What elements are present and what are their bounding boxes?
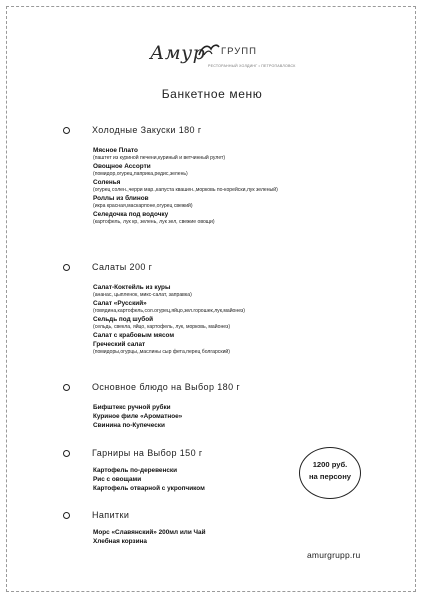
price-amount: 1200 руб. — [312, 460, 348, 469]
menu-item-desc: (говядина,картофель,сол.огурец,яйцо,зел.горошек,лук,майонез) — [93, 308, 245, 314]
menu-item-name: Рис с овощами — [93, 476, 142, 483]
menu-item-name: Бифштекс ручной рубки — [93, 404, 171, 411]
logo-group-text: ГРУПП — [221, 46, 257, 57]
menu-item-name: Греческий салат — [93, 341, 146, 348]
menu-item-name: Салат-Коктейль из куры — [93, 284, 171, 291]
section-title: Салаты 200 г — [92, 262, 153, 272]
section-bullet-icon — [63, 264, 70, 271]
section-items — [93, 466, 205, 493]
menu-item-name: Овощное Ассорти — [93, 163, 151, 170]
section-title: Холодные Закуски 180 г — [92, 125, 202, 135]
menu-item-name: Свинина по-Купечески — [93, 422, 165, 429]
section-items — [93, 528, 206, 546]
menu-item-desc: (огурец солен.,черри мар.,капуста квашен.,морковь по-корейски,лук зеленый) — [93, 187, 278, 193]
section-bullet-icon — [63, 512, 70, 519]
section-title: Основное блюдо на Выбор 180 г — [92, 382, 241, 392]
menu-item-desc: (сельдь, свекла, яйцо, картофель, лук, морковь, майонез) — [93, 324, 231, 330]
menu-item-name: Роллы из блинов — [93, 195, 149, 202]
logo-tagline: РЕСТОРАННЫЙ ХОЛДИНГ • ПЕТРОПАВЛОВСК — [208, 64, 296, 68]
menu-item-name: Картофель отварной с укропчиком — [93, 485, 205, 492]
menu-item-name: Морс «Славянский» 200мл или Чай — [93, 529, 206, 536]
logo-mark-icon — [198, 43, 220, 57]
menu-item-name: Картофель по-деревенски — [93, 467, 178, 474]
menu-item-desc: (икра красная,маскарпоне,огурец свежий) — [93, 203, 193, 209]
menu-item-desc: (помидоры,огурцы,,маслины сыр фета,перец болгарский) — [93, 349, 230, 355]
section-title: Гарниры на Выбор 150 г — [92, 448, 203, 458]
menu-item-desc: (паштет из куриной печени,куриный и ветчинный рулет) — [93, 155, 226, 161]
menu-item-name: Селедочка под водочку — [93, 211, 169, 218]
section-items — [93, 403, 182, 430]
price-per-person: на персону — [308, 472, 352, 481]
website-link[interactable]: amurgrupp.ru — [307, 550, 361, 560]
menu-item-desc: (картофель, лук кр, зелень, лук зел, свежие овощи) — [93, 219, 215, 225]
section-bullet-icon — [63, 127, 70, 134]
menu-item-name: Салат с крабовым мясом — [93, 332, 175, 339]
section-bullet-icon — [63, 450, 70, 457]
menu-item-name: Сельдь под шубой — [93, 316, 154, 323]
logo — [150, 42, 300, 76]
price-badge — [299, 447, 361, 499]
menu-item-name: Куриное филе «Ароматное» — [93, 413, 183, 420]
menu-item-name: Соленья — [93, 179, 121, 186]
section-items — [93, 146, 278, 226]
logo-script: Амур — [150, 42, 206, 64]
menu-item-name: Мясное Плато — [93, 147, 138, 154]
menu-item-name: Хлебная корзина — [93, 538, 147, 545]
menu-item-desc: (помидор,огурец,паприка,редис,зелень) — [93, 171, 188, 177]
page-title: Банкетное меню — [161, 87, 263, 101]
section-bullet-icon — [63, 384, 70, 391]
section-items — [93, 283, 245, 356]
section-title: Напитки — [92, 510, 130, 520]
menu-item-desc: (ананас, цыпленок, микс-салат, заправка) — [93, 292, 192, 298]
menu-item-name: Салат «Русский» — [93, 300, 147, 307]
